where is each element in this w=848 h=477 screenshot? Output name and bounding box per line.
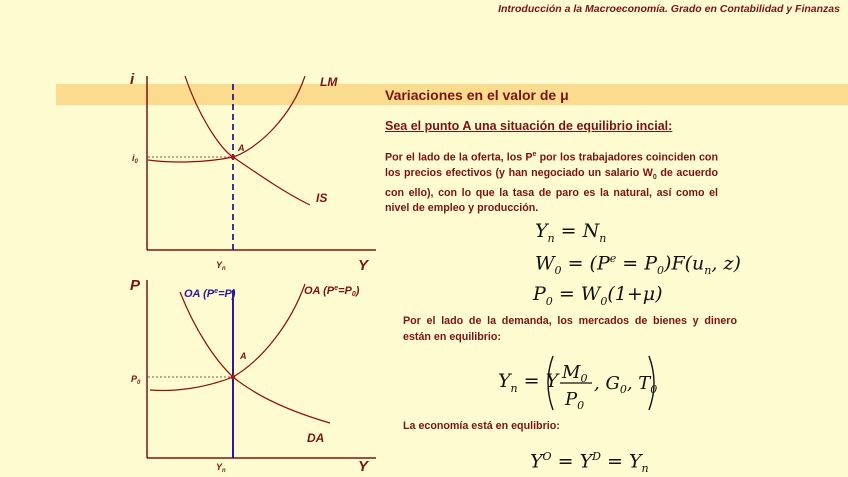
is-curve <box>185 76 310 205</box>
point-a-top <box>231 155 236 160</box>
bottom-y-axis-label: P <box>130 277 141 294</box>
equation-equilibrium: $Y^O = Y^D = Y_n$ <box>530 450 649 476</box>
oa-long-run-label: OA $(P^e=P)$ <box>184 288 236 300</box>
supply-paragraph: Por el lado de la oferta, los $P^e$ por los trabajadores coinciden con los precios efectivos (y han negociado un salario $W_0$ de acuerdo con ello), con lo que la tasa de paro es la natural, así como el nivel de empleo y producción. <box>385 151 718 215</box>
slide-subtitle: Sea el punto A una situación de equilibrio incial: <box>385 119 673 133</box>
is-lm-graph <box>130 71 376 274</box>
oa-da-graph <box>130 277 376 475</box>
equation-demand: $Y_n = Y$ <box>498 370 559 395</box>
demand-paragraph: Por el lado de la demanda, los mercados de bienes y dinero están en equilibrio: <box>403 315 737 343</box>
lm-label: LM <box>320 75 338 89</box>
bottom-x-axis-label: Y <box>358 458 369 475</box>
svg-text:P0: $P_0$ <box>565 389 585 412</box>
da-label: DA <box>307 431 325 445</box>
point-a-bottom <box>231 375 236 380</box>
svg-text:i0: $i_0$ <box>132 153 138 165</box>
svg-text:Yn: $Y_n$ <box>216 462 226 474</box>
svg-text:Yn: $Y_n$ <box>216 260 226 272</box>
point-a-top-label: A <box>238 143 245 153</box>
equilibrium-paragraph: La economía está en equlibrio: <box>403 420 560 432</box>
svg-text:P0: $P_0$ <box>131 374 141 386</box>
top-x-axis-label: Y <box>358 257 369 274</box>
svg-text:, G0, T0: , $G_0$, $T_0$ <box>594 373 658 396</box>
svg-text:M0: $M_0$ <box>562 362 588 385</box>
course-header: Introducción a la Macroeconomía. Grado en Contabilidad y Finanzas <box>498 3 840 15</box>
oa-short-run-label: OA $(P^e=P0)$ <box>304 285 360 298</box>
lm-curve <box>148 76 305 162</box>
slide-title: Variaciones en el valor de μ <box>385 87 569 103</box>
point-a-bottom-label: A <box>240 351 247 361</box>
equation-wage: $W_0 = (P^e = P_0)F(u_n$, z) <box>535 252 741 278</box>
equation-employment: $Y_n = N_n$ <box>535 220 607 245</box>
top-y-axis-label: i <box>130 71 135 88</box>
equation-price: $P_0 = W_0(1+\mu)$ <box>533 283 663 308</box>
is-label: IS <box>316 191 328 205</box>
da-curve <box>180 292 330 423</box>
